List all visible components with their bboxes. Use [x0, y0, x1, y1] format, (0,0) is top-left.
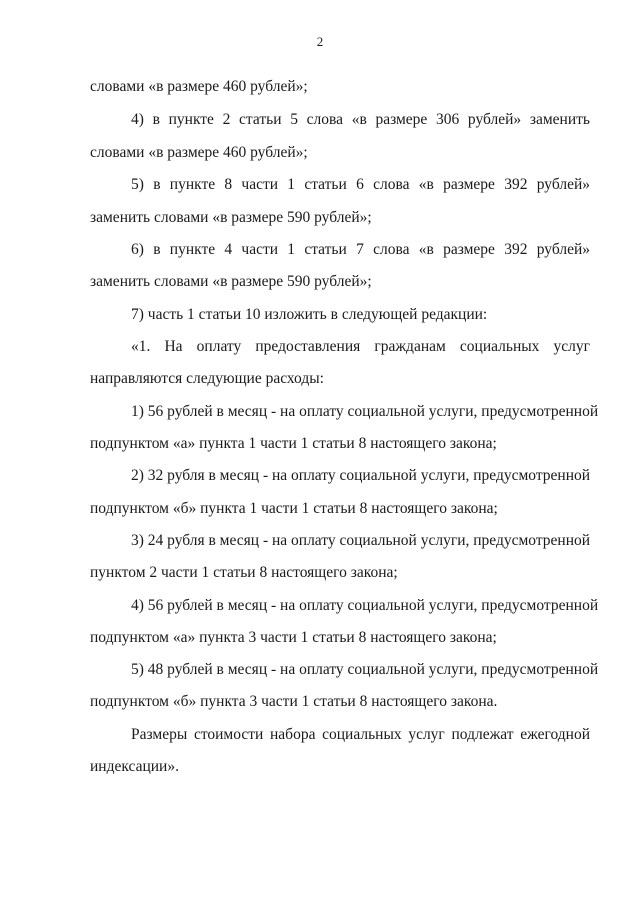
text-line: 6) в пункте 4 части 1 статьи 7 слова «в размере 392 рублей» [131, 241, 590, 258]
text-line: 4) 56 рублей в месяц - на оплату социальной услуги, предусмотренной [131, 597, 599, 614]
text-line: словами «в размере 460 рублей»; [90, 144, 308, 161]
text-line: пунктом 2 части 1 статьи 8 настоящего закона; [90, 564, 398, 581]
text-line: заменить словами «в размере 590 рублей»; [90, 273, 372, 290]
page-number: 2 [316, 34, 324, 49]
text-line: 2) 32 рубля в месяц - на оплату социальной услуги, предусмотренной [131, 467, 591, 484]
text-line: подпунктом «а» пункта 1 части 1 статьи 8 настоящего закона; [90, 435, 497, 452]
text-line: подпунктом «б» пункта 1 части 1 статьи 8 настоящего закона; [90, 500, 498, 517]
text-line: направляются следующие расходы: [90, 370, 324, 387]
text-line: 5) 48 рублей в месяц - на оплату социальной услуги, предусмотренной [131, 661, 599, 678]
text-line: 3) 24 рубля в месяц - на оплату социальной услуги, предусмотренной [131, 532, 591, 549]
text-line: индексации». [90, 758, 179, 775]
text-line: словами «в размере 460 рублей»; [90, 78, 308, 95]
text-line: «1. На оплату предоставления гражданам социальных услуг [131, 338, 590, 355]
text-line: Размеры стоимости набора социальных услуг подлежат ежегодной [131, 726, 590, 743]
text-line: подпунктом «а» пункта 3 части 1 статьи 8 настоящего закона; [90, 629, 497, 646]
text-line: 5) в пункте 8 части 1 статьи 6 слова «в размере 392 рублей» [131, 176, 590, 193]
text-line: заменить словами «в размере 590 рублей»; [90, 209, 372, 226]
text-line: 1) 56 рублей в месяц - на оплату социальной услуги, предусмотренной [131, 403, 599, 420]
text-line: 4) в пункте 2 статьи 5 слова «в размере 306 рублей» заменить [131, 111, 590, 128]
text-line: 7) часть 1 статьи 10 изложить в следующей редакции: [131, 306, 488, 323]
text-line: подпунктом «б» пункта 3 части 1 статьи 8 настоящего закона. [90, 693, 498, 710]
